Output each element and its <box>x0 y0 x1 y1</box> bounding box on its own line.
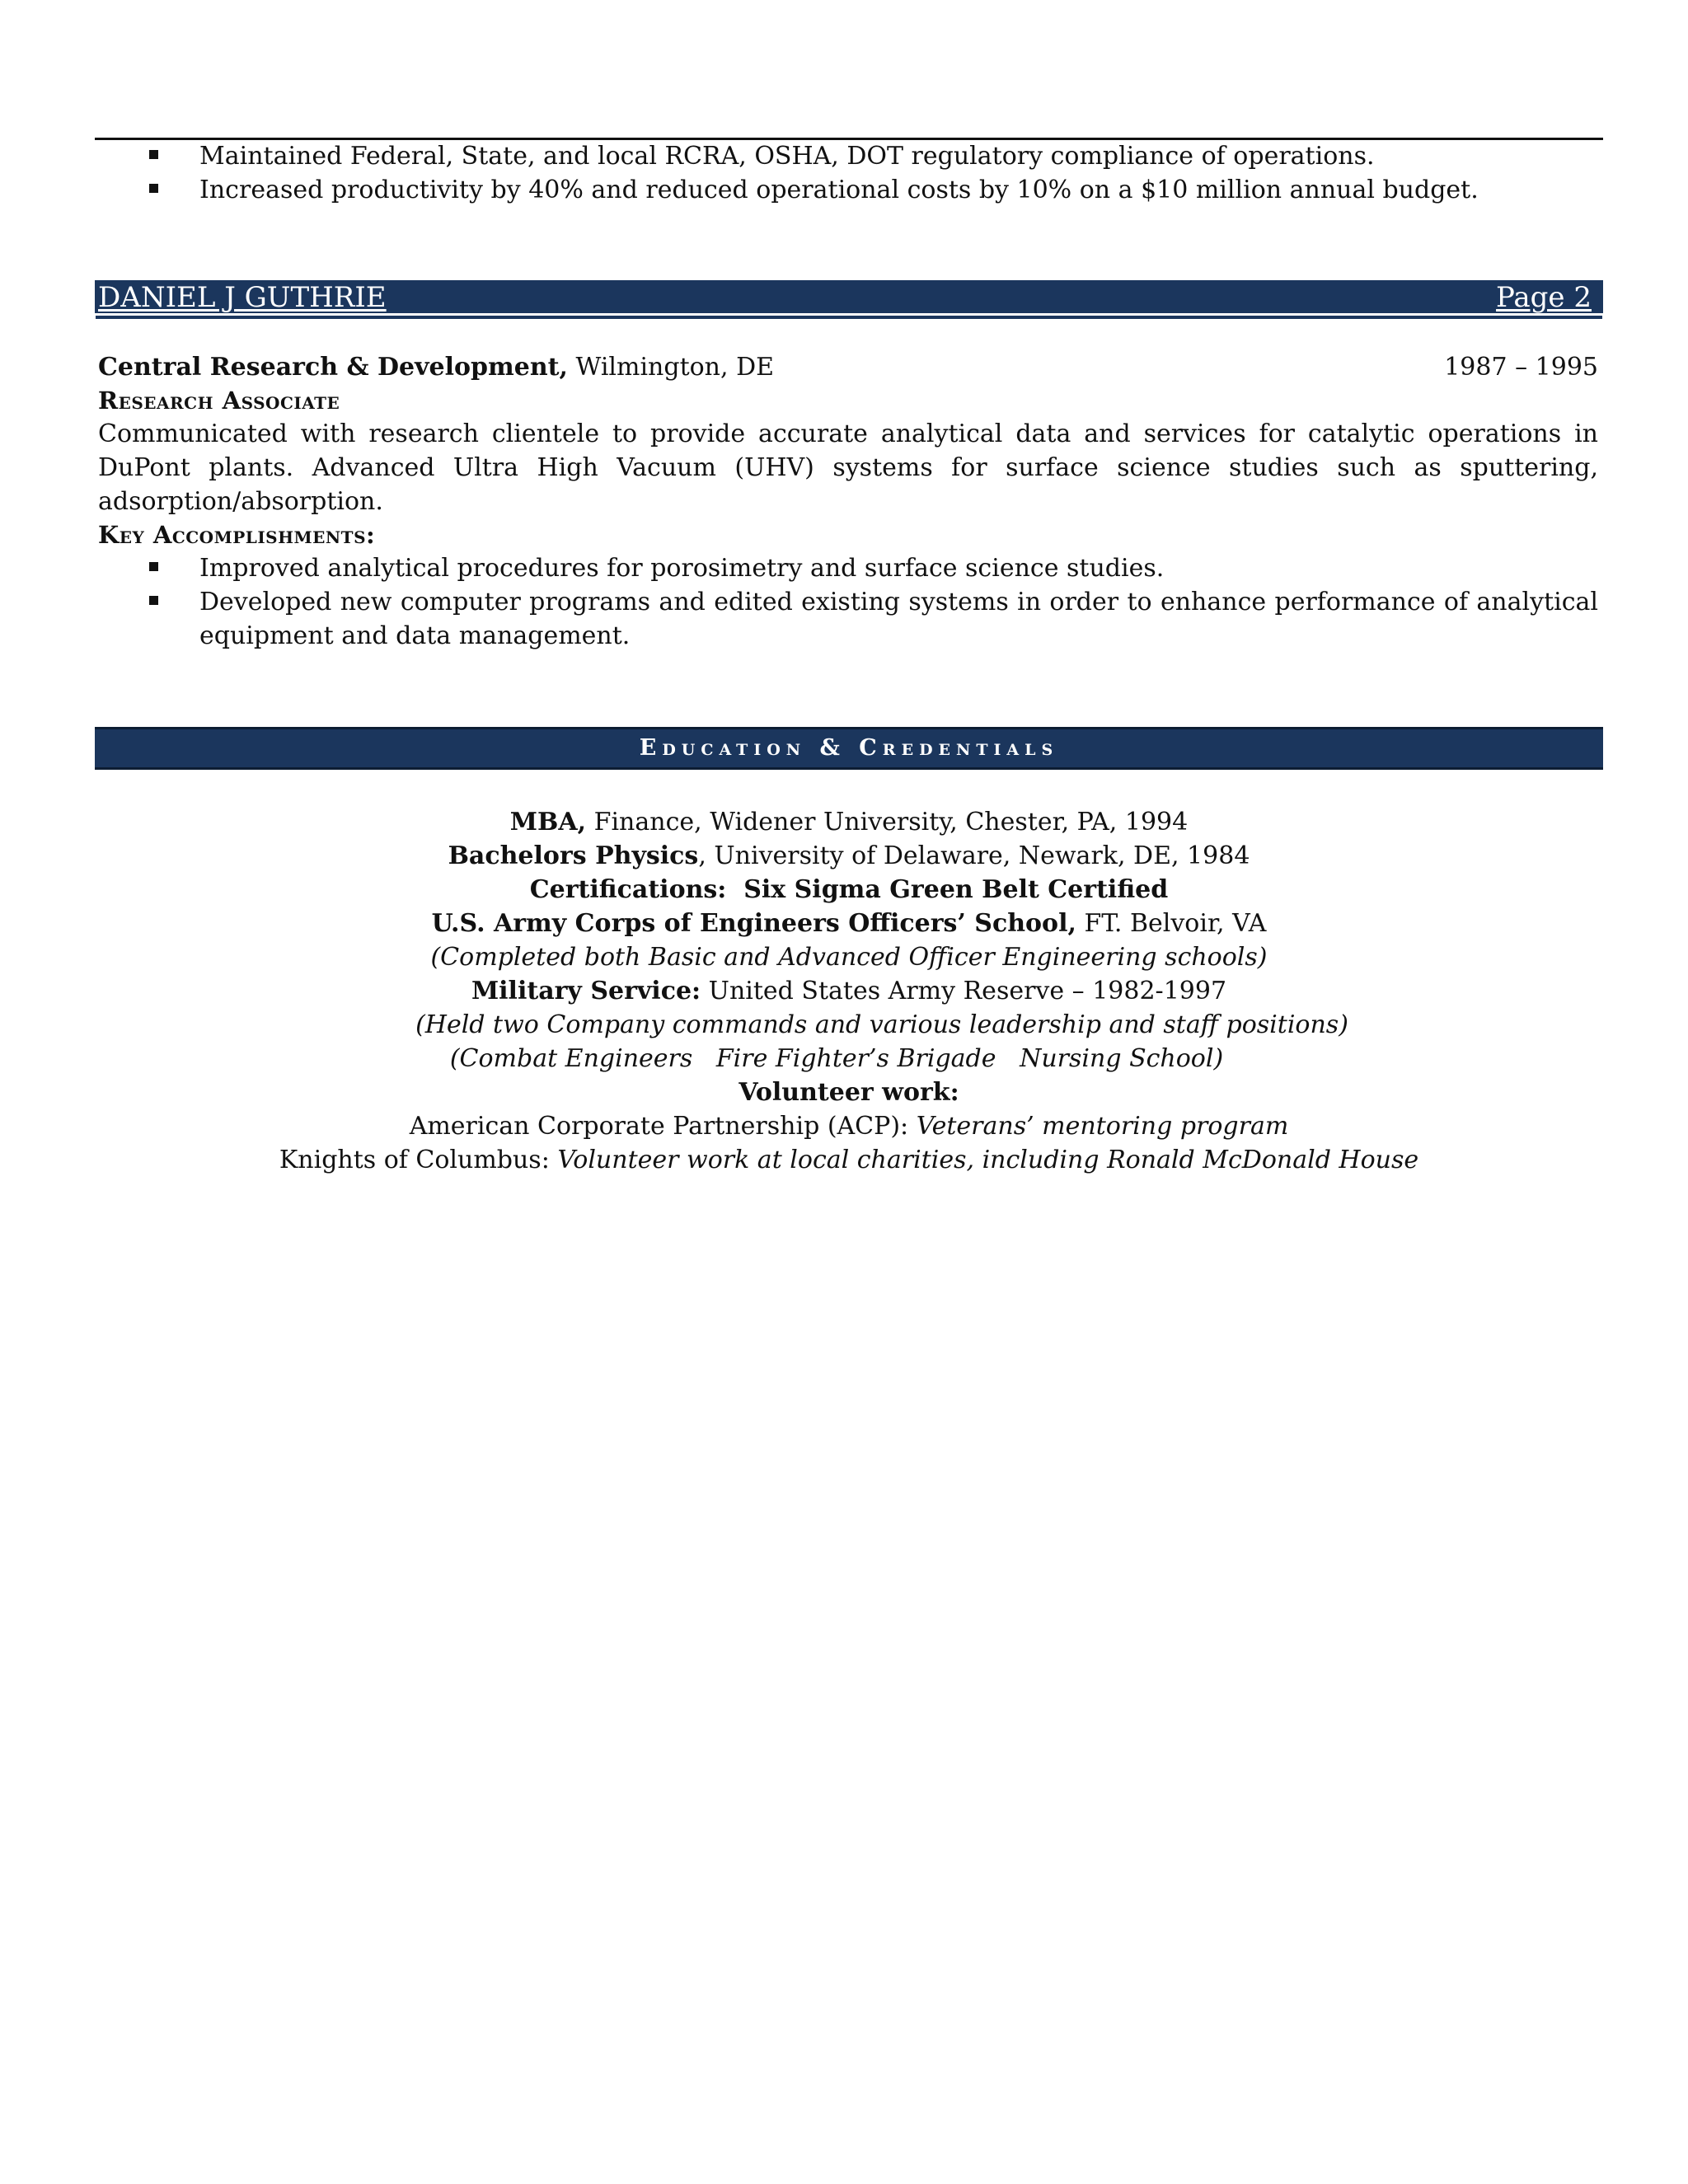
degree-mba: MBA, Finance, Widener University, Chester, PA, 1994 <box>509 808 1189 837</box>
military-service: Military Service: United States Army Reserve – 1982-1997 <box>471 977 1227 1005</box>
company-name: Central Research & Development, <box>98 353 568 382</box>
page-header-bar <box>95 280 1603 316</box>
page-number: Page 2 <box>1496 281 1592 314</box>
square-bullet-icon <box>149 562 158 571</box>
army-school: U.S. Army Corps of Engineers Officers’ School, FT. Belvoir, VA <box>431 909 1267 938</box>
resume-page <box>95 0 1603 2184</box>
degree-bachelors: Bachelors Physics, University of Delaware, Newark, DE, 1984 <box>448 841 1250 870</box>
job-header <box>98 350 1598 384</box>
job-dates: 1987 – 1995 <box>1444 353 1598 382</box>
job-accomplishments <box>98 551 1598 653</box>
army-school-note: (Completed both Basic and Advanced Officer Engineering schools) <box>430 943 1268 972</box>
job-description: Communicated with research clientele to provide accurate analytical data and services for catalytic operations in DuPont plants. Advanced Ultra High Vacuum (UHV) systems for surface science studies such as sputtering, adsorption/absorption. <box>98 419 1598 516</box>
candidate-name: DANIEL J GUTHRIE <box>98 281 387 314</box>
education-section <box>95 805 1603 1177</box>
square-bullet-icon <box>149 184 158 193</box>
list-item: Improved analytical procedures for porosimetry and surface science studies. <box>98 551 1598 585</box>
accomplishments-label: Key Accomplishments: <box>98 521 376 549</box>
certifications: Certifications: Six Sigma Green Belt Certified <box>529 875 1169 904</box>
job-entry <box>98 350 1598 653</box>
previous-job-accomplishments <box>95 139 1603 207</box>
military-units: (Combat Engineers Fire Fighter’s Brigade Nursing School) <box>449 1044 1224 1073</box>
volunteer-knights: Knights of Columbus: Volunteer work at local charities, including Ronald McDonald House <box>279 1146 1419 1174</box>
volunteer-label: Volunteer work: <box>738 1078 959 1107</box>
military-service-note: (Held two Company commands and various leadership and staff positions) <box>415 1010 1348 1039</box>
volunteer-acp: American Corporate Partnership (ACP): Veterans’ mentoring program <box>409 1112 1289 1141</box>
square-bullet-icon <box>149 150 158 159</box>
job-title: Research Associate <box>98 387 340 415</box>
list-item: Maintained Federal, State, and local RCRA, OSHA, DOT regulatory compliance of operations. <box>95 139 1603 173</box>
list-item: Increased productivity by 40% and reduced operational costs by 10% on a $10 million annual budget. <box>95 173 1603 207</box>
job-location: Wilmington, DE <box>567 353 775 382</box>
education-section-heading: Education & Credentials <box>95 727 1603 770</box>
list-item: Developed new computer programs and edited existing systems in order to enhance performance of analytical equipment and data management. <box>98 585 1598 653</box>
square-bullet-icon <box>149 596 158 605</box>
